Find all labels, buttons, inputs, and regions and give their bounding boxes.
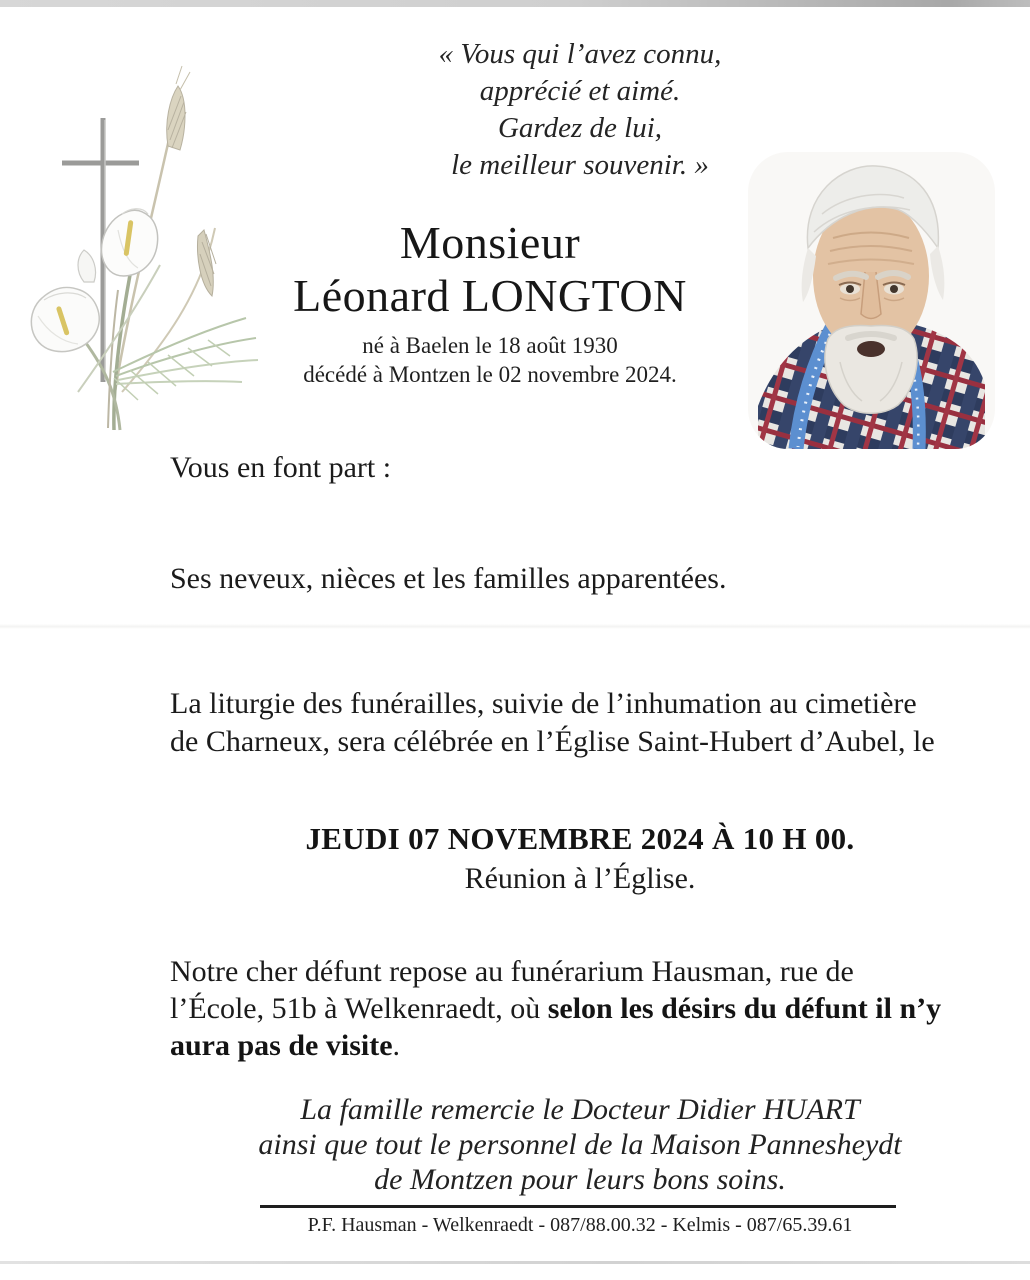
ceremony-date: JEUDI 07 NOVEMBRE 2024 À 10 H 00. bbox=[305, 821, 855, 856]
repose-paragraph bbox=[170, 953, 1000, 1064]
liturgy-paragraph bbox=[170, 685, 990, 761]
repose-line bbox=[170, 953, 1000, 990]
funeral-home-contact: P.F. Hausman - Welkenraedt - 087/88.00.32 - Kelmis - 087/65.39.61 bbox=[307, 1214, 853, 1236]
repose-bold-text: selon les désirs du défunt il n’y bbox=[547, 992, 942, 1025]
scan-edge-bottom bbox=[0, 1261, 1030, 1264]
thanks-line: de Montzen pour leurs bons soins. bbox=[374, 1163, 786, 1196]
footer-divider bbox=[260, 1205, 896, 1208]
liturgy-line: La liturgie des funérailles, suivie de l’inhumation au cimetière bbox=[170, 687, 917, 720]
repose-text: l’École, 51b à Welkenraedt, où bbox=[170, 992, 548, 1025]
repose-text: Notre cher défunt repose au funérarium Hausman, rue de bbox=[170, 955, 854, 988]
announcement-intro: Vous en font part : bbox=[170, 451, 392, 484]
repose-line bbox=[170, 990, 1000, 1027]
calla-lily-flowers bbox=[31, 209, 157, 352]
quote-line: apprécié et aimé. bbox=[479, 75, 681, 107]
repose-bold-text: aura pas de visite bbox=[170, 1029, 393, 1062]
thanks-line: ainsi que tout le personnel de la Maison Pannesheydt bbox=[258, 1128, 902, 1161]
repose-line bbox=[170, 1027, 1000, 1064]
thanks-line: La famille remercie le Docteur Didier HUART bbox=[300, 1093, 860, 1126]
deceased-identity-block bbox=[190, 216, 790, 389]
birth-line: né à Baelen le 18 août 1930 bbox=[362, 333, 618, 358]
ceremony-block bbox=[155, 818, 1005, 898]
deceased-name: Léonard LONGTON bbox=[293, 270, 687, 321]
liturgy-line: de Charneux, sera célébrée en l’Église Saint-Hubert d’Aubel, le bbox=[170, 725, 935, 758]
scan-edge-top bbox=[0, 0, 1030, 7]
quote-line: « Vous qui l’avez connu, bbox=[438, 38, 722, 70]
quote-line: le meilleur souvenir. » bbox=[451, 149, 709, 181]
deceased-title: Monsieur bbox=[399, 217, 581, 268]
family-line: Ses neveux, nièces et les familles apparentées. bbox=[170, 562, 727, 595]
death-line: décédé à Montzen le 02 novembre 2024. bbox=[303, 362, 677, 387]
thanks-paragraph bbox=[180, 1092, 980, 1197]
quote-line: Gardez de lui, bbox=[497, 112, 663, 144]
deceased-portrait-photo bbox=[748, 152, 995, 449]
ceremony-meeting: Réunion à l’Église. bbox=[464, 862, 696, 895]
repose-text: . bbox=[392, 1029, 401, 1062]
scan-fold-artifact bbox=[0, 624, 1030, 629]
